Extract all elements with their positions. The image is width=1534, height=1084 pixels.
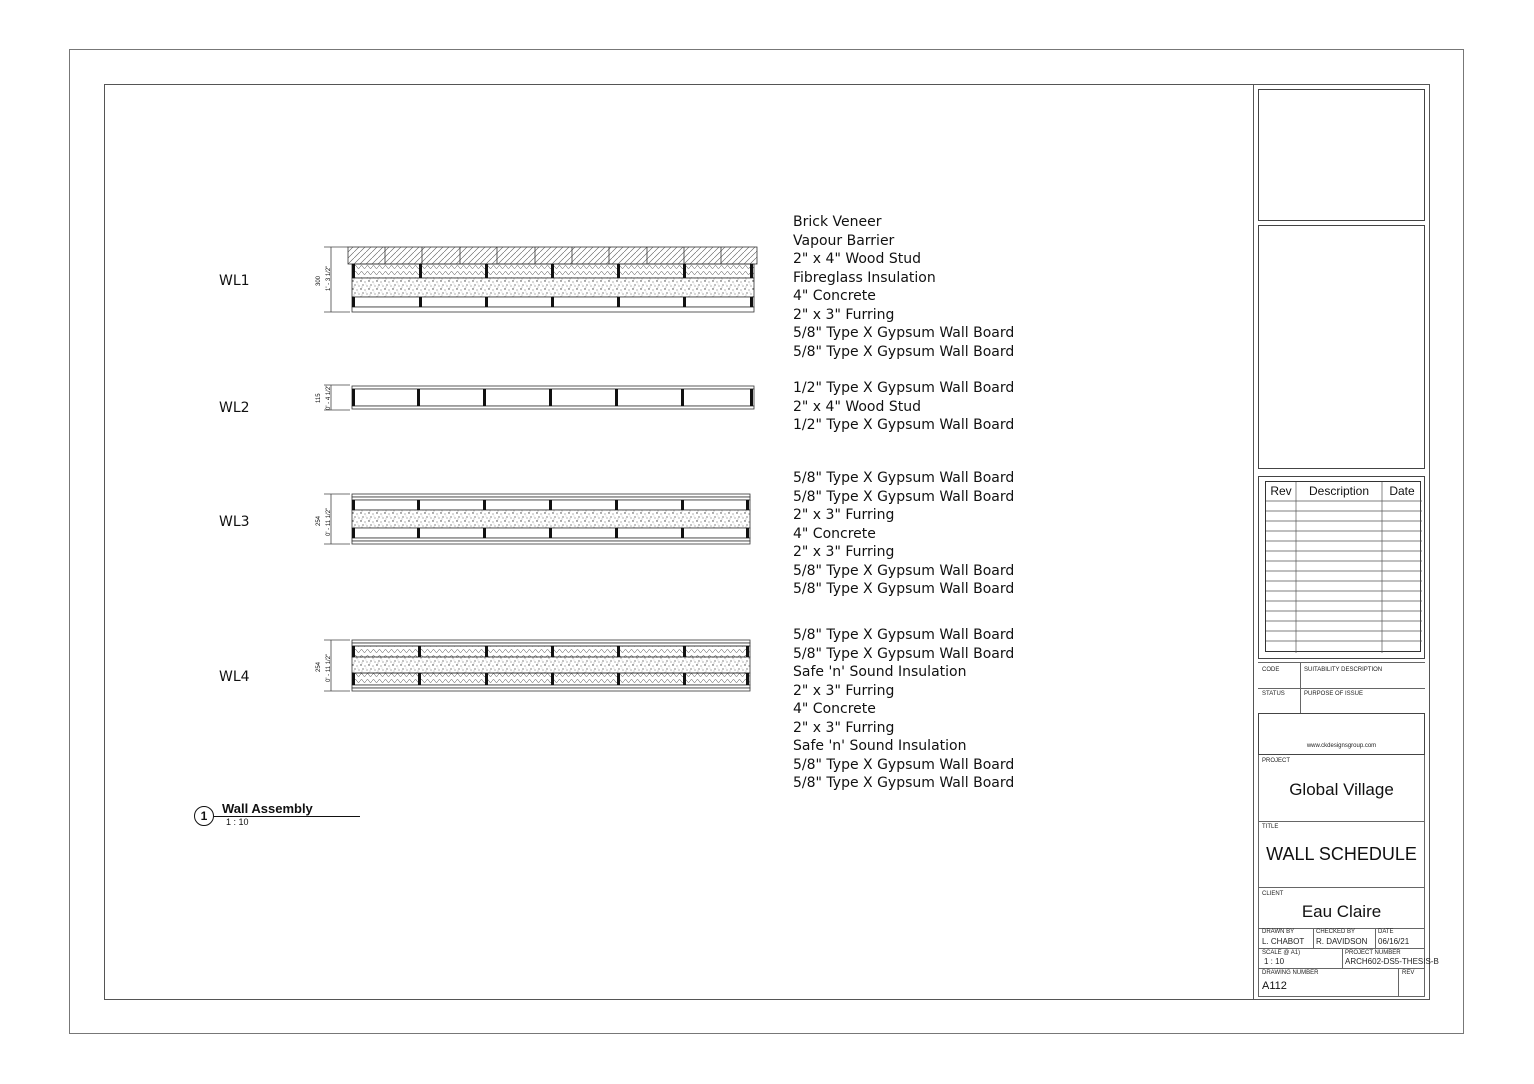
titleblock-logo-box bbox=[1258, 89, 1425, 221]
code-label: CODE bbox=[1262, 667, 1280, 673]
wall-tag-wl4: WL4 bbox=[219, 669, 250, 685]
project-name: Global Village bbox=[1289, 780, 1394, 799]
layer-item: Safe 'n' Sound Insulation bbox=[793, 664, 967, 680]
scale-label: SCALE @ A1) bbox=[1262, 950, 1301, 956]
dim-wl1-mm: 300 bbox=[316, 275, 322, 286]
layer-item: Safe 'n' Sound Insulation bbox=[793, 738, 967, 754]
layers-wl1 bbox=[793, 213, 1014, 361]
dim-wl3-ft: 0' - 11 1/2" bbox=[326, 507, 332, 536]
layer-item: 2" x 3" Furring bbox=[793, 507, 895, 523]
code-status-col-divider bbox=[1300, 662, 1301, 714]
dim-wl4-ft: 0' - 11 1/2" bbox=[326, 653, 332, 682]
sheet-title: WALL SCHEDULE bbox=[1266, 844, 1417, 864]
company-website: www.ckdesignsgroup.com bbox=[1306, 743, 1377, 749]
date-value: 06/16/21 bbox=[1378, 937, 1410, 946]
dim-wl2-mm: 115 bbox=[316, 393, 322, 403]
layer-item: 4" Concrete bbox=[793, 701, 876, 717]
checked-date-divider bbox=[1375, 928, 1376, 948]
checked-by-value: R. DAVIDSON bbox=[1316, 937, 1368, 946]
dim-wl3-mm: 254 bbox=[316, 515, 322, 526]
description-col-header: Description bbox=[1308, 484, 1370, 498]
wall-section-wl3 bbox=[352, 494, 750, 544]
wall-sections-drawing bbox=[300, 230, 770, 730]
wall-section-wl2 bbox=[352, 386, 754, 409]
drawn-checked-divider bbox=[1313, 928, 1314, 948]
layer-item: 5/8" Type X Gypsum Wall Board bbox=[793, 343, 1015, 360]
drawing-number-label: DRAWING NUMBER bbox=[1262, 970, 1319, 976]
scale-projnum-divider bbox=[1342, 948, 1343, 968]
layer-item: 5/8" Type X Gypsum Wall Board bbox=[793, 645, 1015, 662]
layer-item: 2" x 4" Wood Stud bbox=[793, 398, 921, 415]
layers-wl2 bbox=[793, 379, 1014, 435]
layer-item: 2" x 3" Furring bbox=[793, 682, 895, 699]
layer-item: 5/8" Type X Gypsum Wall Board bbox=[793, 581, 1015, 597]
view-title: Wall Assembly bbox=[222, 801, 313, 816]
title-divider bbox=[1258, 887, 1425, 888]
layer-item: 2" x 3" Furring bbox=[793, 719, 895, 736]
drawn-by-label: DRAWN BY bbox=[1262, 929, 1295, 935]
view-number-bubble: 1 bbox=[194, 806, 214, 826]
drawing-number-value: A112 bbox=[1262, 980, 1287, 992]
drawn-by-value: L. CHABOT bbox=[1262, 937, 1305, 946]
wall-tag-wl3: WL3 bbox=[219, 514, 250, 530]
layer-item: Brick Veneer bbox=[793, 214, 882, 230]
revision-table bbox=[1265, 481, 1421, 652]
layer-item: 5/8" Type X Gypsum Wall Board bbox=[793, 627, 1015, 643]
code-status-divider bbox=[1258, 688, 1425, 689]
rev-col-header: Rev bbox=[1270, 484, 1292, 498]
client-name: Eau Claire bbox=[1301, 902, 1382, 921]
project-number-value: ARCH602-DS5-THESIS-B bbox=[1345, 957, 1439, 966]
layer-item: 5/8" Type X Gypsum Wall Board bbox=[793, 470, 1015, 486]
revision-grid bbox=[1266, 482, 1422, 653]
layer-item: 1/2" Type X Gypsum Wall Board bbox=[793, 380, 1015, 396]
wall-section-wl1 bbox=[348, 247, 757, 312]
date-label: DATE bbox=[1378, 929, 1394, 935]
layer-item: 2" x 3" Furring bbox=[793, 306, 895, 323]
client-label: CLIENT bbox=[1262, 891, 1284, 897]
view-scale: 1 : 10 bbox=[226, 817, 249, 827]
titleblock-notes-box bbox=[1258, 225, 1425, 469]
layer-item: 5/8" Type X Gypsum Wall Board bbox=[793, 775, 1015, 791]
scale-row-divider bbox=[1258, 968, 1425, 969]
project-label: PROJECT bbox=[1262, 758, 1291, 764]
wall-section-wl4 bbox=[352, 640, 750, 691]
suitability-label: SUITABILITY DESCRIPTION bbox=[1304, 667, 1383, 673]
date-col-header: Date bbox=[1389, 484, 1415, 498]
layer-item: 5/8" Type X Gypsum Wall Board bbox=[793, 488, 1015, 505]
layer-item: 4" Concrete bbox=[793, 288, 876, 304]
dim-wl4-mm: 254 bbox=[316, 661, 322, 672]
title-label: TITLE bbox=[1262, 824, 1279, 830]
layer-item: 4" Concrete bbox=[793, 525, 876, 542]
wall-tag-wl1: WL1 bbox=[219, 273, 250, 289]
dim-wl1-ft: 1' - 3 1/2" bbox=[326, 265, 332, 291]
dim-wl2-ft: 0' - 4 1/2" bbox=[326, 384, 332, 410]
layer-item: Vapour Barrier bbox=[793, 232, 895, 249]
layers-wl3 bbox=[793, 469, 1014, 599]
wall-tag-wl2: WL2 bbox=[219, 400, 250, 416]
layer-item: 5/8" Type X Gypsum Wall Board bbox=[793, 562, 1015, 579]
layer-item: 1/2" Type X Gypsum Wall Board bbox=[793, 417, 1015, 433]
purpose-label: PURPOSE OF ISSUE bbox=[1304, 691, 1364, 697]
layers-wl4 bbox=[793, 626, 1014, 793]
dwgnum-rev-divider bbox=[1398, 968, 1399, 996]
layer-item: 2" x 4" Wood Stud bbox=[793, 251, 921, 267]
scale-value: 1 : 10 bbox=[1264, 957, 1285, 966]
project-number-label: PROJECT NUMBER bbox=[1345, 950, 1401, 956]
titleblock-separator bbox=[1253, 84, 1254, 1000]
layer-item: 5/8" Type X Gypsum Wall Board bbox=[793, 325, 1015, 341]
checked-by-label: CHECKED BY bbox=[1316, 929, 1356, 935]
layer-item: 2" x 3" Furring bbox=[793, 544, 895, 560]
layer-item: 5/8" Type X Gypsum Wall Board bbox=[793, 756, 1015, 773]
rev-label: REV bbox=[1402, 970, 1415, 976]
layer-item: Fibreglass Insulation bbox=[793, 269, 936, 286]
status-label: STATUS bbox=[1262, 691, 1285, 697]
project-divider bbox=[1258, 821, 1425, 822]
